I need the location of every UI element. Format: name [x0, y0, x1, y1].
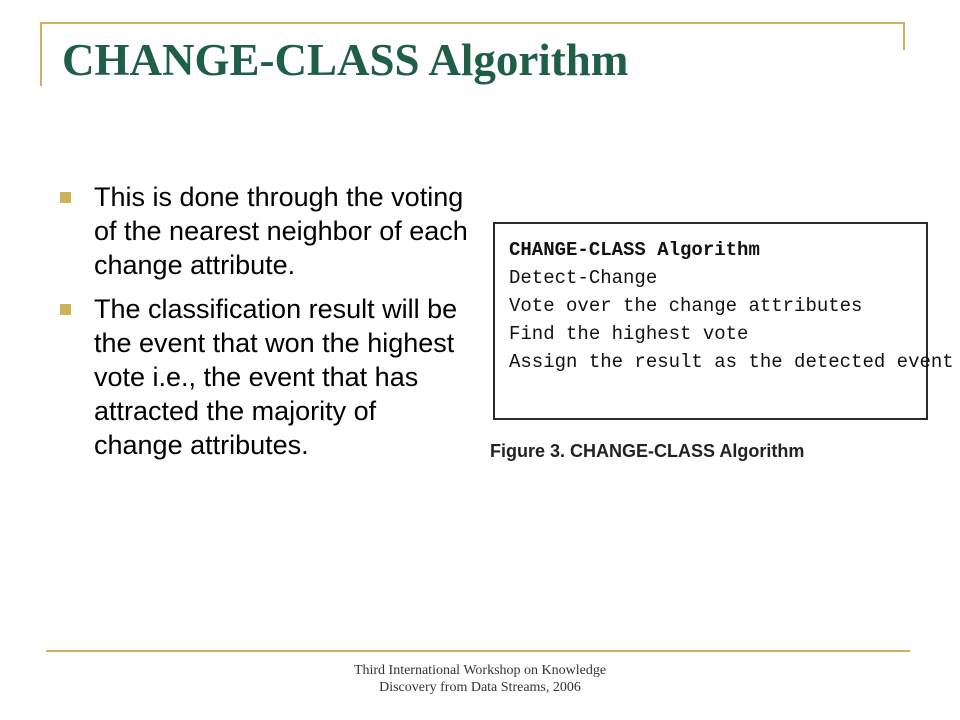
bullet-item	[58, 180, 468, 282]
footer	[0, 662, 960, 696]
top-frame-line	[40, 22, 904, 24]
bullet-list	[58, 180, 468, 472]
algorithm-step: Detect-Change	[509, 267, 658, 289]
footer-line: Discovery from Data Streams, 2006	[379, 680, 581, 695]
algorithm-title: CHANGE-CLASS Algorithm	[509, 239, 760, 261]
algorithm-figure	[493, 222, 954, 420]
algorithm-step: Assign the result as the detected event	[509, 351, 954, 373]
figure-caption: Figure 3. CHANGE-CLASS Algorithm	[490, 441, 805, 461]
right-frame-line	[903, 22, 905, 50]
algorithm-step: Find the highest vote	[509, 323, 749, 345]
footer-line: Third International Workshop on Knowledge	[353, 663, 607, 678]
bullet-text: This is done through the voting of the nearest neighbor of each change attribute.	[94, 182, 468, 280]
slide-title: CHANGE-CLASS Algorithm	[62, 35, 629, 85]
left-frame-line	[40, 22, 42, 86]
footer-divider	[46, 650, 910, 652]
bullet-item	[58, 292, 468, 462]
algorithm-step: Vote over the change attributes	[509, 295, 863, 317]
bullet-text: The classification result will be the event that won the highest vote i.e., the event that has attracted the majority of change attributes.	[94, 294, 458, 460]
bullet-square-icon	[60, 304, 71, 315]
bullet-square-icon	[60, 192, 71, 203]
